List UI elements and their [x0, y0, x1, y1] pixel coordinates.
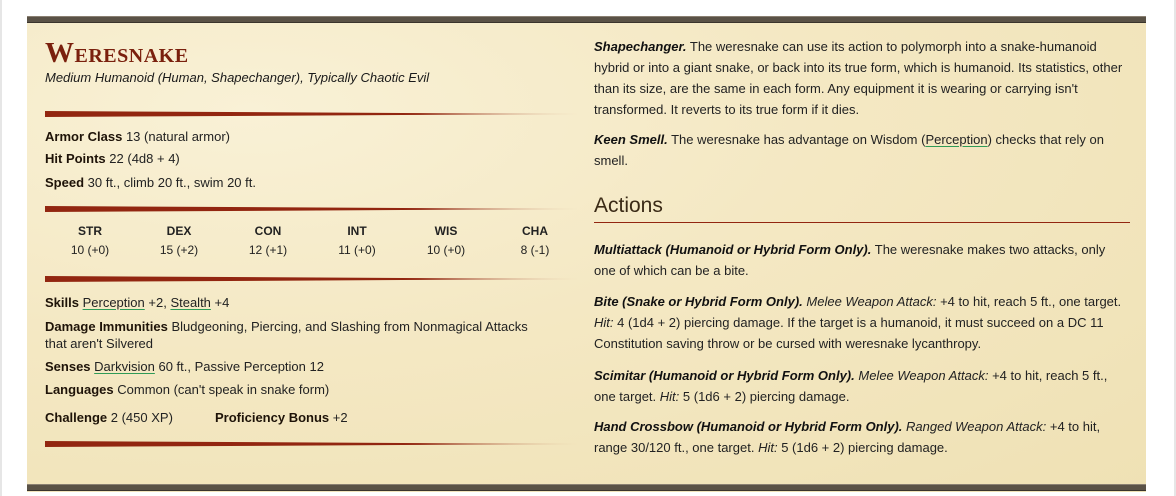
trait-text: The weresnake can use its action to polymorph into a snake-humanoid hybrid or into a giant snake, or back into its true form, which is humanoid. Its statistics, other than its size, are the same in each form. Any equipment it is wearing or carrying isn't transformed. It reverts to its true form if it dies. — [594, 39, 1123, 117]
ability-score: 11 (+0) — [338, 243, 376, 257]
hit-points-value: 22 (4d8 + 4) — [109, 151, 180, 166]
armor-class-label: Armor Class — [45, 129, 123, 144]
trait-text: ) checks that rely on smell. — [594, 132, 1104, 168]
ability-score: 12 (+1) — [248, 243, 288, 257]
attack-type: Melee Weapon Attack: — [858, 368, 989, 383]
trait-keen-smell — [594, 129, 1130, 171]
stat-block-top-border — [27, 16, 1146, 23]
attack-type: Ranged Weapon Attack: — [906, 419, 1047, 434]
action-text: +4 to hit, reach 5 ft., one target. — [594, 368, 1108, 404]
proficiency-bonus-value: +2 — [332, 410, 348, 425]
skills-label: Skills — [45, 295, 79, 310]
action-scimitar — [594, 365, 1130, 407]
languages-value: Common (can't speak in snake form) — [117, 382, 330, 397]
ability-int — [312, 224, 402, 257]
ability-name: CHA — [522, 224, 548, 238]
action-text: +4 to hit, reach 5 ft., one target. — [940, 294, 1122, 309]
action-bite — [594, 291, 1130, 354]
senses — [45, 356, 324, 377]
ability-score: 10 (+0) — [426, 243, 466, 257]
damage-immunities-cont — [45, 333, 153, 354]
armor-class — [45, 126, 230, 147]
action-name: Hand Crossbow (Humanoid or Hybrid Form Only). — [594, 419, 903, 434]
damage-immunities-value: Bludgeoning, Piercing, and Slashing from Nonmagical Attacks — [171, 319, 528, 334]
trait-name: Shapechanger. — [594, 39, 687, 54]
ability-name: WIS — [434, 224, 458, 238]
hit-label: Hit: — [659, 389, 680, 404]
speed-label: Speed — [45, 175, 85, 190]
action-text: 5 (1d6 + 2) piercing damage. — [682, 389, 850, 404]
hit-label: Hit: — [594, 315, 614, 330]
speed — [45, 172, 256, 193]
skills-stealth-bonus: +4 — [214, 295, 230, 310]
senses-value: 60 ft., Passive Perception 12 — [158, 359, 324, 374]
darkvision-link[interactable]: Darkvision — [94, 359, 155, 374]
ability-name: CON — [254, 224, 282, 238]
skills-perception-bonus: +2, — [148, 295, 167, 310]
action-hand-crossbow — [594, 416, 1130, 458]
stat-block-left-column — [45, 36, 575, 425]
challenge-label: Challenge — [45, 410, 108, 425]
hit-points-label: Hit Points — [45, 151, 106, 166]
ability-score: 15 (+2) — [159, 243, 199, 257]
speed-value: 30 ft., climb 20 ft., swim 20 ft. — [87, 175, 256, 190]
action-text: 4 (1d4 + 2) piercing damage. If the target is a humanoid, it must succeed on a DC 11 Constitution saving throw or be cursed with weresnake lycanthropy. — [594, 315, 1104, 351]
stat-block-bottom-border — [27, 484, 1146, 491]
perception-link[interactable]: Perception — [82, 295, 145, 310]
ability-cha — [490, 224, 580, 257]
trait-name: Keen Smell. — [594, 132, 668, 147]
armor-class-value: 13 (natural armor) — [125, 129, 230, 144]
page-edge-left — [0, 0, 2, 496]
ability-dex — [134, 224, 224, 257]
hit-label: Hit: — [758, 440, 778, 455]
action-name: Multiattack (Humanoid or Hybrid Form Only). — [594, 242, 872, 257]
monster-meta: Medium Humanoid (Human, Shapechanger), Typically Chaotic Evil — [45, 70, 430, 85]
challenge — [45, 407, 173, 428]
attack-type: Melee Weapon Attack: — [806, 294, 937, 309]
hit-points — [45, 148, 180, 169]
action-text: +4 to hit, range 30/120 ft., one target. — [594, 419, 1101, 455]
damage-immunities-label: Damage Immunities — [45, 319, 168, 334]
ability-score: 8 (-1) — [520, 243, 550, 257]
stealth-link[interactable]: Stealth — [170, 295, 211, 310]
ability-name: INT — [347, 224, 367, 238]
proficiency-bonus — [215, 407, 348, 428]
skills — [45, 292, 229, 313]
ability-str — [45, 224, 135, 257]
action-multiattack — [594, 239, 1130, 281]
languages — [45, 379, 329, 400]
languages-label: Languages — [45, 382, 114, 397]
senses-label: Senses — [45, 359, 91, 374]
trait-shapechanger — [594, 36, 1130, 120]
monster-name: Weresnake — [45, 37, 189, 69]
ability-con — [223, 224, 313, 257]
perception-link[interactable]: Perception — [925, 132, 988, 147]
action-name: Scimitar (Humanoid or Hybrid Form Only). — [594, 368, 855, 383]
proficiency-bonus-label: Proficiency Bonus — [215, 410, 330, 425]
trait-text: The weresnake has advantage on Wisdom ( — [671, 132, 926, 147]
damage-immunities-value-cont: that aren't Silvered — [45, 336, 153, 351]
ability-score: 10 (+0) — [70, 243, 110, 257]
challenge-value: 2 (450 XP) — [110, 410, 173, 425]
actions-heading: Actions — [594, 194, 1130, 223]
ability-name: STR — [78, 224, 102, 238]
action-name: Bite (Snake or Hybrid Form Only). — [594, 294, 803, 309]
action-text: The weresnake makes two attacks, only one of which can be a bite. — [594, 242, 1106, 278]
ability-wis — [401, 224, 491, 257]
ability-name: DEX — [166, 224, 192, 238]
action-text: 5 (1d6 + 2) piercing damage. — [781, 440, 948, 455]
